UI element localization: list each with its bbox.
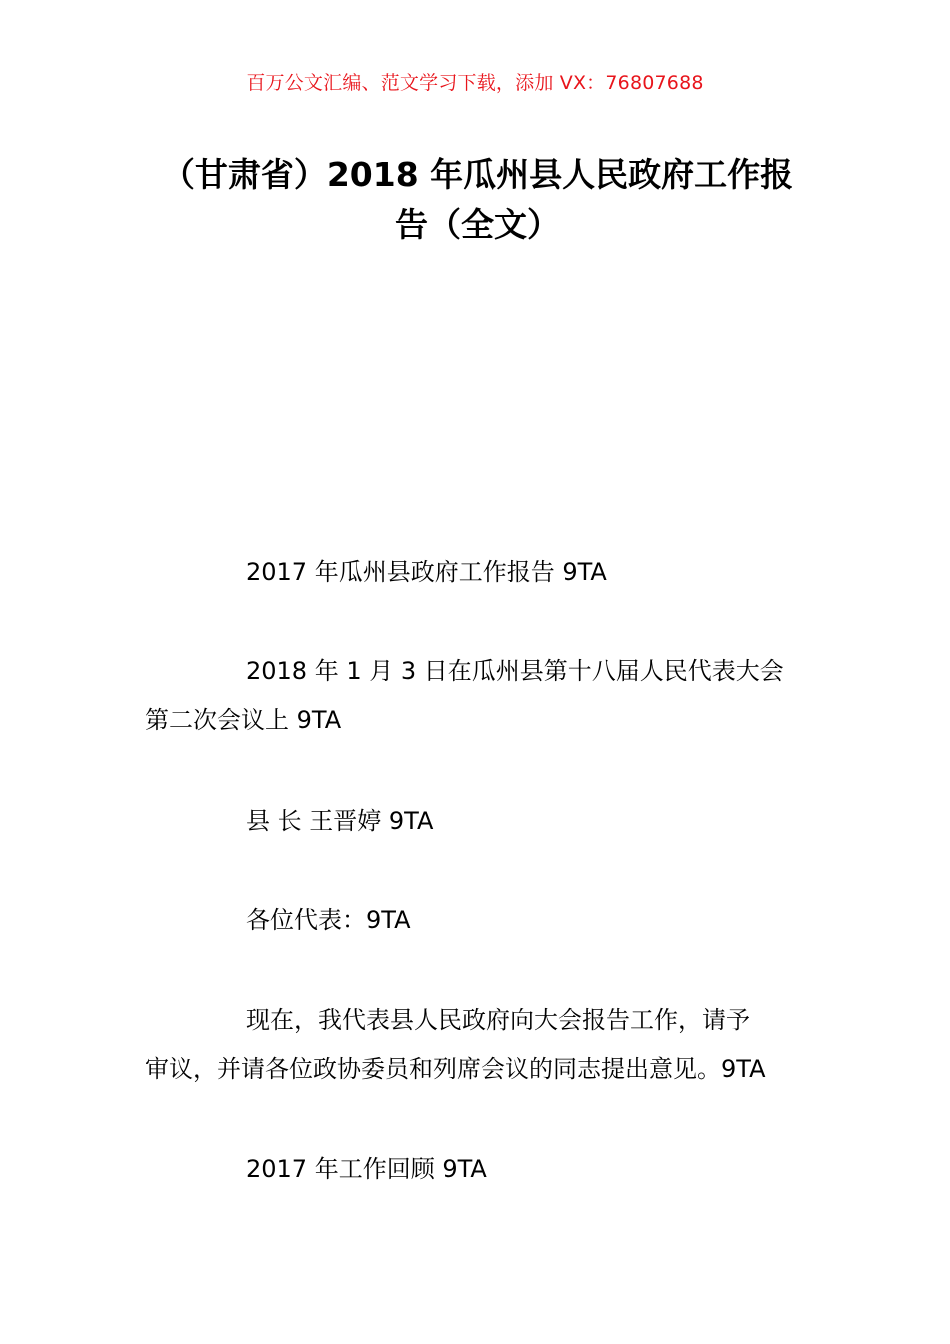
- paragraph-opening: [145, 996, 810, 1094]
- paragraph-line: 各位代表：9TA: [246, 906, 411, 934]
- paragraph-line: 2017 年瓜州县政府工作报告 9TA: [246, 558, 607, 586]
- paragraph-line: 2017 年工作回顾 9TA: [246, 1155, 487, 1183]
- title-line-1: （甘肃省）2018 年瓜州县人民政府工作报: [161, 155, 794, 194]
- paragraph-report-name: [145, 548, 810, 597]
- paragraph-line: 2018 年 1 月 3 日在瓜州县第十八届人民代表大会: [246, 657, 784, 685]
- title-line-2: 告（全文）: [395, 205, 560, 244]
- document-title: [145, 150, 810, 250]
- paragraph-meeting-info: [145, 647, 810, 745]
- paragraph-line: 现在，我代表县人民政府向大会报告工作，请予: [246, 1006, 750, 1034]
- paragraph-line: 第二次会议上 9TA: [145, 706, 342, 734]
- paragraph-line: 审议，并请各位政协委员和列席会议的同志提出意见。9TA: [145, 1055, 766, 1083]
- promo-banner: 百万公文汇编、范文学习下载，添加 VX：76807688: [246, 72, 704, 94]
- paragraph-speaker: [145, 797, 810, 846]
- section-heading-review: [145, 1145, 810, 1194]
- paragraph-line: 县 长 王晋婷 9TA: [246, 807, 434, 835]
- paragraph-salutation: [145, 896, 810, 945]
